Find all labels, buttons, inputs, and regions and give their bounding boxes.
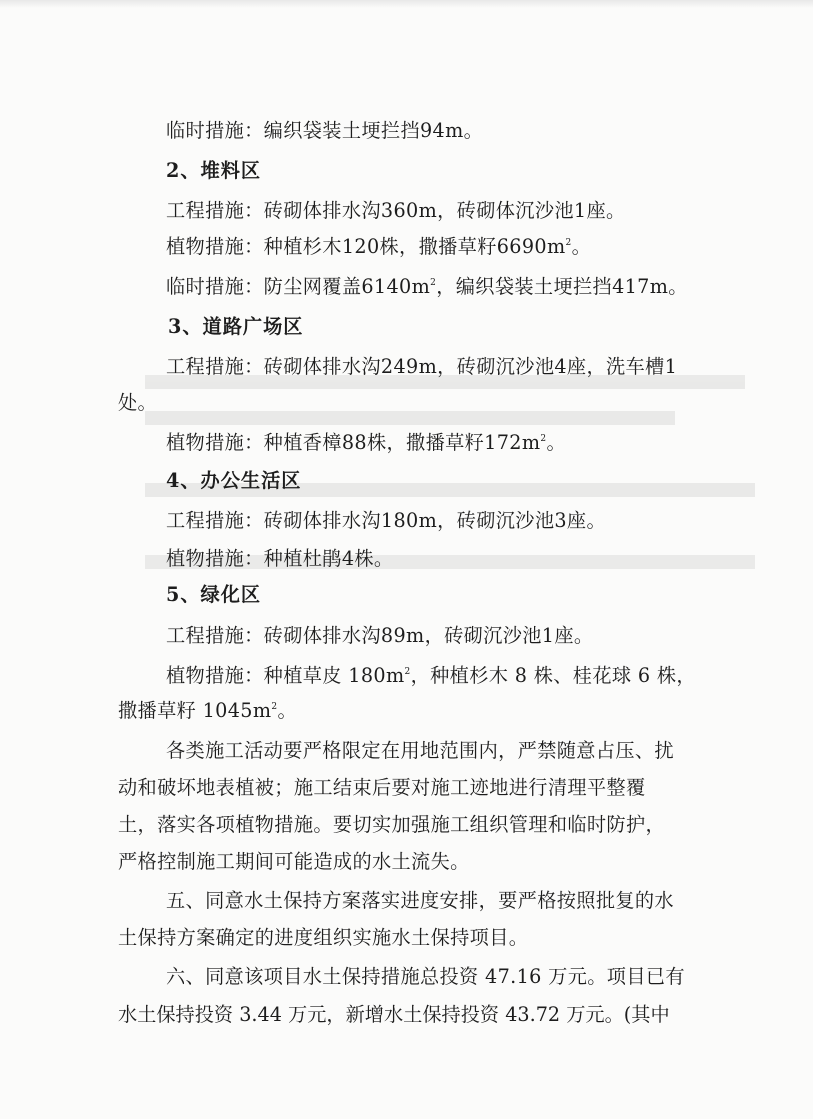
line-text: 2、堆料区: [166, 159, 262, 182]
paragraph-line: [118, 998, 730, 1032]
line-text: 4、办公生活区: [166, 469, 302, 492]
superscript: 2: [271, 702, 278, 712]
paragraph-line: [118, 845, 730, 879]
line-tail: ，编织袋装土埂拦挡417m。: [436, 275, 688, 298]
paragraph-line: [118, 542, 730, 576]
line-text: 工程措施：砖砌体排水沟89m，砖砌沉沙池1座。: [166, 624, 594, 647]
section-heading: [168, 310, 780, 344]
superscript: 2: [404, 667, 411, 677]
paragraph-line: [118, 114, 730, 148]
line-text: 工程措施：砖砌体排水沟180m，砖砌沉沙池3座。: [166, 509, 606, 532]
line-text: 植物措施：种植杜鹃4株。: [166, 547, 394, 570]
line-text: 动和破坏地表植被；施工结束后要对施工迹地进行清理平整覆: [118, 776, 646, 799]
line-text: 土保持方案确定的进度组织实施水土保持项目。: [118, 926, 529, 949]
superscript: 2: [430, 278, 437, 288]
line-text: 植物措施：种植草皮 180m: [166, 664, 405, 687]
paragraph-line: [118, 694, 730, 728]
paragraph-line: [118, 659, 730, 693]
line-text: 5、绿化区: [166, 583, 262, 606]
section-heading: [166, 578, 778, 612]
paragraph-line: [118, 270, 730, 304]
superscript: 2: [565, 238, 572, 248]
paragraph-line: [118, 194, 730, 228]
paragraph-line: [118, 734, 730, 768]
line-tail: 。: [277, 699, 297, 722]
line-tail: 。: [571, 235, 592, 258]
paragraph-line: [118, 808, 730, 842]
paragraph-line: [118, 426, 730, 460]
paragraph-line: [118, 884, 730, 918]
line-text: 临时措施：防尘网覆盖6140m: [166, 275, 431, 298]
line-text: 3、道路广场区: [168, 315, 304, 338]
paragraph-line: [118, 504, 730, 538]
line-text: 临时措施：编织袋装土埂拦挡94m。: [166, 119, 484, 142]
line-tail: 。: [546, 431, 567, 454]
paragraph-line: [118, 619, 730, 653]
line-text: 五、同意水土保持方案落实进度安排，要严格按照批复的水: [166, 889, 674, 912]
paragraph-line: [118, 350, 730, 384]
paragraph-line: [118, 960, 730, 994]
line-text: 六、同意该项目水土保持措施总投资 47.16 万元。项目已有: [166, 965, 685, 988]
line-text: 水土保持投资 3.44 万元，新增水土保持投资 43.72 万元。(其中: [118, 1003, 670, 1026]
paragraph-line: [118, 921, 730, 955]
line-text: 植物措施：种植香樟88株，撒播草籽172m: [166, 431, 541, 454]
paragraph-line: [118, 771, 730, 805]
section-heading: [166, 464, 778, 498]
line-text: 植物措施：种植杉木120株，撒播草籽6690m: [166, 235, 566, 258]
line-text: 工程措施：砖砌体排水沟249m，砖砌沉沙池4座，洗车槽1: [166, 355, 678, 378]
line-text: 处。: [118, 391, 158, 414]
line-text: 严格控制施工期间可能造成的水土流失。: [118, 850, 470, 873]
line-text: 各类施工活动要严格限定在用地范围内，严禁随意占压、扰: [166, 739, 674, 762]
line-text: 土，落实各项植物措施。要切实加强施工组织管理和临时防护，: [118, 813, 666, 836]
scan-edge: [0, 0, 813, 8]
superscript: 2: [540, 434, 547, 444]
line-text: 撒播草籽 1045m: [118, 699, 272, 722]
paragraph-line: [118, 230, 730, 264]
section-heading: [166, 154, 778, 188]
paragraph-line: [118, 386, 730, 420]
line-text: 工程措施：砖砌体排水沟360m，砖砌体沉沙池1座。: [166, 199, 626, 222]
line-tail: ，种植杉木 8 株、桂花球 6 株，: [410, 664, 696, 687]
